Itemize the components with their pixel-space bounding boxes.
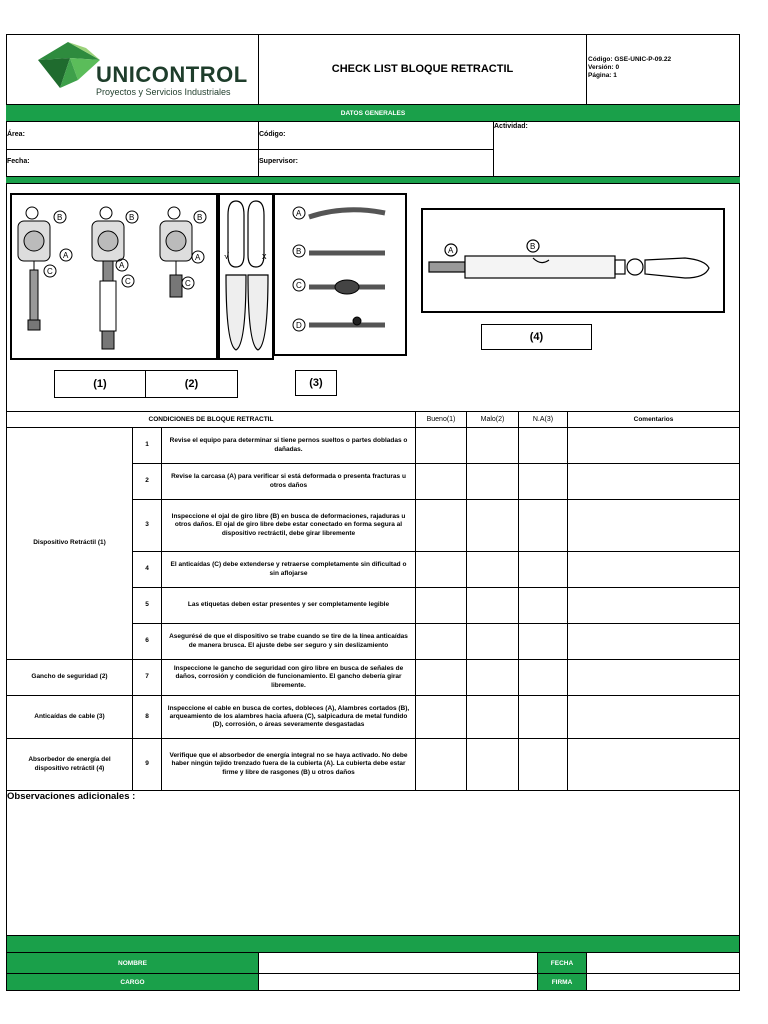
cable-damage-a: [293, 207, 385, 219]
svg-text:x: x: [262, 251, 267, 261]
footer-cargo-label: CARGO: [6, 973, 259, 991]
footer-cargo-field[interactable]: [258, 973, 538, 991]
item-description: Las etiquetas deben estar presentes y ser completamente legible: [161, 587, 416, 624]
svg-text:A: A: [119, 261, 125, 270]
observaciones-label: Observaciones adicionales :: [7, 791, 136, 802]
item-number: 2: [132, 463, 162, 500]
codigo-field[interactable]: [258, 122, 494, 150]
checkbox-bueno[interactable]: [415, 427, 467, 464]
document-meta: [588, 56, 671, 80]
checkbox-na[interactable]: [518, 499, 568, 552]
col-header-na: N.A(3): [518, 411, 568, 428]
item-description: Inspeccione el ojal de giro libre (B) en busca de deformaciones, rajaduras u otros daños. El ojal de giro libre debe estar conectado en forma segura al dispositivo rectráctil, debe girar libremente: [161, 499, 416, 552]
svg-text:A: A: [296, 209, 302, 218]
general-data-band: DATOS GENERALES: [6, 104, 740, 122]
checkbox-na[interactable]: [518, 738, 568, 791]
item-number: 5: [132, 587, 162, 624]
svg-text:C: C: [296, 281, 302, 290]
footer-fecha-field[interactable]: [586, 952, 740, 974]
actividad-label: Actividad:: [494, 123, 528, 130]
retractil-device-2-illustration: [92, 207, 138, 349]
brand-tagline: Proyectos y Servicios Industriales: [96, 87, 231, 97]
page-title: CHECK LIST BLOQUE RETRACTIL: [331, 63, 514, 75]
group-absorbedor-energia: Absorbedor de energía del dispositivo retráctil (4): [6, 738, 133, 791]
item-number: 1: [132, 427, 162, 464]
figure-caption-4: (4): [481, 324, 592, 350]
group-dispositivo-retractil: Dispositivo Retráctil (1): [6, 427, 133, 660]
comentarios-field[interactable]: [567, 463, 740, 500]
comentarios-field[interactable]: [567, 551, 740, 588]
checkbox-bueno[interactable]: [415, 623, 467, 660]
item-number: 9: [132, 738, 162, 791]
document-page: Página: 1: [588, 72, 617, 79]
fecha-label: Fecha:: [7, 158, 30, 165]
checkbox-bueno[interactable]: [415, 463, 467, 500]
svg-text:B: B: [530, 242, 536, 251]
svg-text:B: B: [129, 213, 135, 222]
item-description: Verifique que el absorbedor de energía integral no se haya activado. No debe haber ningún tejido trenzado fuera de la cubierta (A). La cubierta debe estar firme y libre de rasgones (B) u otros daños: [161, 738, 416, 791]
checkbox-bueno[interactable]: [415, 587, 467, 624]
col-header-condiciones: CONDICIONES DE BLOQUE RETRACTIL: [6, 411, 416, 428]
footer-nombre-field[interactable]: [258, 952, 538, 974]
comentarios-field[interactable]: [567, 427, 740, 464]
checkbox-na[interactable]: [518, 623, 568, 660]
cable-damage-d: [293, 317, 385, 331]
logo: [30, 38, 255, 102]
checkbox-bueno[interactable]: [415, 551, 467, 588]
figure-caption-3: (3): [295, 370, 337, 396]
cable-damage-c: [293, 279, 385, 294]
comentarios-field[interactable]: [567, 623, 740, 660]
comentarios-field[interactable]: [567, 499, 740, 552]
item-description: Inspeccione el cable en busca de cortes, dobleces (A), Alambres cortados (B), arqueamiento de los alambres hacia afuera (C), salpicadura de metal fundido (D), corrosión, o áreas severamente desgastadas: [161, 695, 416, 739]
retractil-device-1-illustration: [18, 207, 72, 330]
figure-caption-1: (1): [54, 370, 146, 398]
footer-firma-field[interactable]: [586, 973, 740, 991]
item-description: Inspeccione le gancho de seguridad con giro libre en busca de señales de daños, corrosión y condición de funcionamiento. El gancho debería girar libremente.: [161, 659, 416, 696]
item-number: 4: [132, 551, 162, 588]
checkbox-malo[interactable]: [466, 738, 519, 791]
cable-damage-b: [293, 245, 385, 257]
svg-text:A: A: [63, 251, 69, 260]
svg-text:A: A: [448, 246, 454, 255]
svg-text:A: A: [195, 253, 201, 262]
svg-text:B: B: [197, 213, 203, 222]
snap-hook-illustration: [220, 195, 272, 358]
comentarios-field[interactable]: [567, 659, 740, 696]
svg-text:C: C: [47, 267, 53, 276]
fecha-field[interactable]: [6, 149, 259, 177]
checkbox-malo[interactable]: [466, 463, 519, 500]
footer-green-band: [6, 935, 740, 953]
figure-snap-hooks: [218, 193, 274, 360]
svg-text:B: B: [57, 213, 63, 222]
energy-absorber-illustration: [429, 240, 709, 278]
item-description: Revise la carcasa (A) para verificar si está deformada o presenta fracturas u otros daños: [161, 463, 416, 500]
item-number: 6: [132, 623, 162, 660]
item-number: 8: [132, 695, 162, 739]
green-separator: [6, 177, 740, 184]
figure-retractil-devices: [10, 193, 218, 360]
col-header-comentarios: Comentarios: [567, 411, 740, 428]
col-header-bueno: Bueno(1): [415, 411, 467, 428]
item-number: 3: [132, 499, 162, 552]
checkbox-na[interactable]: [518, 695, 568, 739]
observaciones-area[interactable]: [6, 790, 740, 936]
group-gancho-seguridad: Gancho de seguridad (2): [6, 659, 133, 696]
retractil-device-3-illustration: [160, 207, 206, 297]
supervisor-field[interactable]: [258, 149, 494, 177]
svg-text:D: D: [296, 321, 302, 330]
checkbox-bueno[interactable]: [415, 659, 467, 696]
checkbox-malo[interactable]: [466, 427, 519, 464]
item-description: El anticaídas (C) debe extenderse y retraerse completamente sin dificultad o sin aflojarse: [161, 551, 416, 588]
svg-text:B: B: [296, 247, 302, 256]
checkbox-na[interactable]: [518, 659, 568, 696]
comentarios-field[interactable]: [567, 738, 740, 791]
checkbox-na[interactable]: [518, 463, 568, 500]
document-code: Código: GSE-UNIC-P-09.22: [588, 56, 672, 63]
area-field[interactable]: [6, 122, 259, 150]
checkbox-malo[interactable]: [466, 499, 519, 552]
checkbox-na[interactable]: [518, 427, 568, 464]
figure-cable-damage: [273, 193, 407, 356]
checkbox-malo[interactable]: [466, 551, 519, 588]
item-description: Asegurésé de que el dispositivo se trabe cuando se tire de la línea anticaídas de manera brusca. El ajuste debe ser seguro y sin deslizamiento: [161, 623, 416, 660]
document-version: Versión: 0: [588, 64, 620, 71]
checkbox-na[interactable]: [518, 551, 568, 588]
item-description: Revise el equipo para determinar si tiene pernos sueltos o partes dobladas o dañadas.: [161, 427, 416, 464]
checkbox-bueno[interactable]: [415, 695, 467, 739]
footer-firma-label: FIRMA: [537, 973, 587, 991]
checkbox-bueno[interactable]: [415, 738, 467, 791]
svg-text:C: C: [185, 279, 191, 288]
codigo-label: Código:: [259, 131, 286, 138]
checkbox-malo[interactable]: [466, 659, 519, 696]
col-header-malo: Malo(2): [466, 411, 519, 428]
footer-nombre-label: NOMBRE: [6, 952, 259, 974]
svg-text:√: √: [224, 251, 229, 261]
header-divider-2: [586, 34, 587, 105]
area-label: Área:: [7, 131, 25, 138]
comentarios-field[interactable]: [567, 695, 740, 739]
figure-caption-2: (2): [145, 370, 238, 398]
checkbox-malo[interactable]: [466, 695, 519, 739]
item-number: 7: [132, 659, 162, 696]
svg-text:C: C: [125, 277, 131, 286]
checkbox-malo[interactable]: [466, 587, 519, 624]
comentarios-field[interactable]: [567, 587, 740, 624]
footer-fecha-label: FECHA: [537, 952, 587, 974]
brand-name: UNICONTROL: [96, 62, 248, 87]
checkbox-na[interactable]: [518, 587, 568, 624]
checkbox-bueno[interactable]: [415, 499, 467, 552]
actividad-field[interactable]: [493, 122, 740, 177]
group-anticaidas-cable: Anticaídas de cable (3): [6, 695, 133, 739]
checkbox-malo[interactable]: [466, 623, 519, 660]
figure-energy-absorber: [421, 208, 725, 313]
supervisor-label: Supervisor:: [259, 158, 298, 165]
